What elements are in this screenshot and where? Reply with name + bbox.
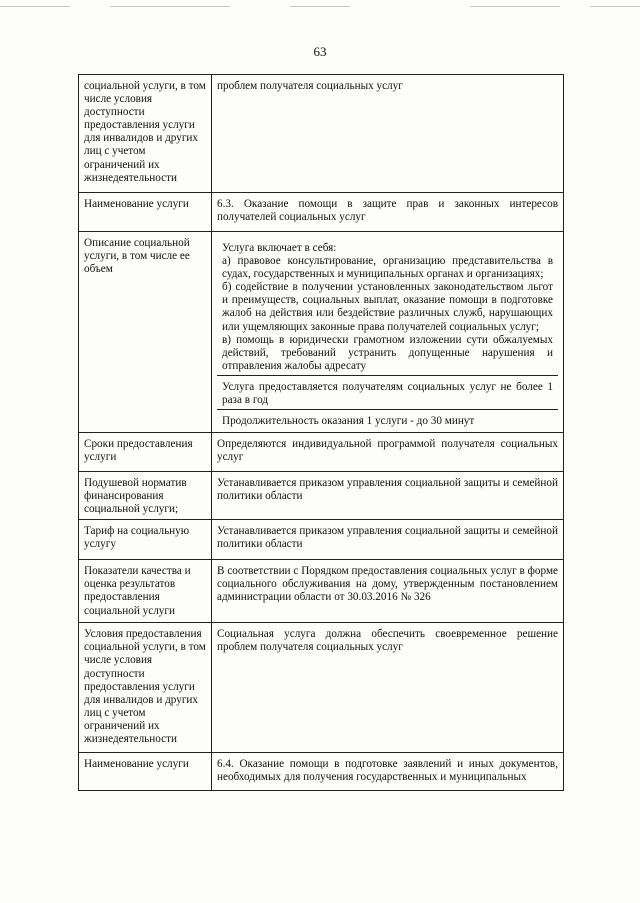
- row-value: Определяются индивидуальной программой получателя социальных услуг: [212, 433, 564, 472]
- service-description: [217, 237, 558, 375]
- row-label: Сроки предоставления услуги: [79, 433, 212, 472]
- description-item-a: а) правовое консультирование, организацию представительства в судах, государственных и муниципальных органах и организациях;: [222, 255, 553, 281]
- row-value: Устанавливается приказом управления социальной защиты и семейной политики области: [212, 520, 564, 560]
- row-value: 6.3. Оказание помощи в защите прав и законных интересов получателей социальных услуг: [212, 193, 564, 232]
- row-value: В соответствии с Порядком предоставления социальных услуг в форме социального обслуживания на дому, утвержденным постановлением администрации области от 30.03.2016 № 326: [212, 560, 564, 623]
- description-intro: Услуга включает в себя:: [222, 242, 337, 254]
- table-row: [79, 472, 564, 520]
- table-row: [79, 75, 564, 193]
- row-label: Показатели качества и оценка результатов предоставления социальной услуги: [79, 560, 212, 623]
- page-number: 63: [313, 44, 327, 59]
- row-value: Социальная услуга должна обеспечить своевременное решение проблем получателя социальных услуг: [212, 623, 564, 753]
- service-volume: Услуга предоставляется получателям социальных услуг не более 1 раза в год: [217, 375, 558, 409]
- table-row: [79, 753, 564, 791]
- row-label: Наименование услуги: [79, 193, 212, 232]
- row-value: проблем получателя социальных услуг: [212, 75, 564, 193]
- table-row: [79, 560, 564, 623]
- row-label: Подушевой норматив финансирования социальной услуги;: [79, 472, 212, 520]
- row-value: 6.4. Оказание помощи в подготовке заявлений и иных документов, необходимых для получения государственных и муниципальных: [212, 753, 564, 791]
- row-label: социальной услуги, в том числе условия доступности предоставления услуги для инвалидов и других лиц с учетом ограничений их жизнедеятельности: [79, 75, 212, 193]
- description-item-b: б) содействие в получении установленных законодательством льгот и преимуществ, социальных выплат, оказание помощи в подготовке жалоб на действия или бездействие различных служб, нарушающих или ущемляющих законные права получателей социальных услуг;: [222, 281, 553, 333]
- table-row: [79, 232, 564, 433]
- row-label: Тариф на социальную услугу: [79, 520, 212, 560]
- table-row: [79, 520, 564, 560]
- table-row: [79, 433, 564, 472]
- description-cell: [212, 232, 564, 433]
- row-label: Наименование услуги: [79, 753, 212, 791]
- row-label: Условия предоставления социальной услуги, в том числе условия доступности предоставления услуги для инвалидов и других лиц с учетом ограничений их жизнедеятельности: [79, 623, 212, 753]
- table-row: [79, 193, 564, 232]
- table-row: [79, 623, 564, 753]
- service-duration: Продолжительность оказания 1 услуги - до 30 минут: [217, 409, 558, 430]
- description-item-c: в) помощь в юридически грамотном изложении сути обжалуемых действий, требований устранить допущенные нарушения и отправления жалобы адресату: [222, 333, 553, 372]
- scan-edge: [0, 0, 640, 14]
- row-label: Описание социальной услуги, в том числе ее объем: [79, 232, 212, 433]
- row-value: Устанавливается приказом управления социальной защиты и семейной политики области: [212, 472, 564, 520]
- service-table: [78, 74, 564, 791]
